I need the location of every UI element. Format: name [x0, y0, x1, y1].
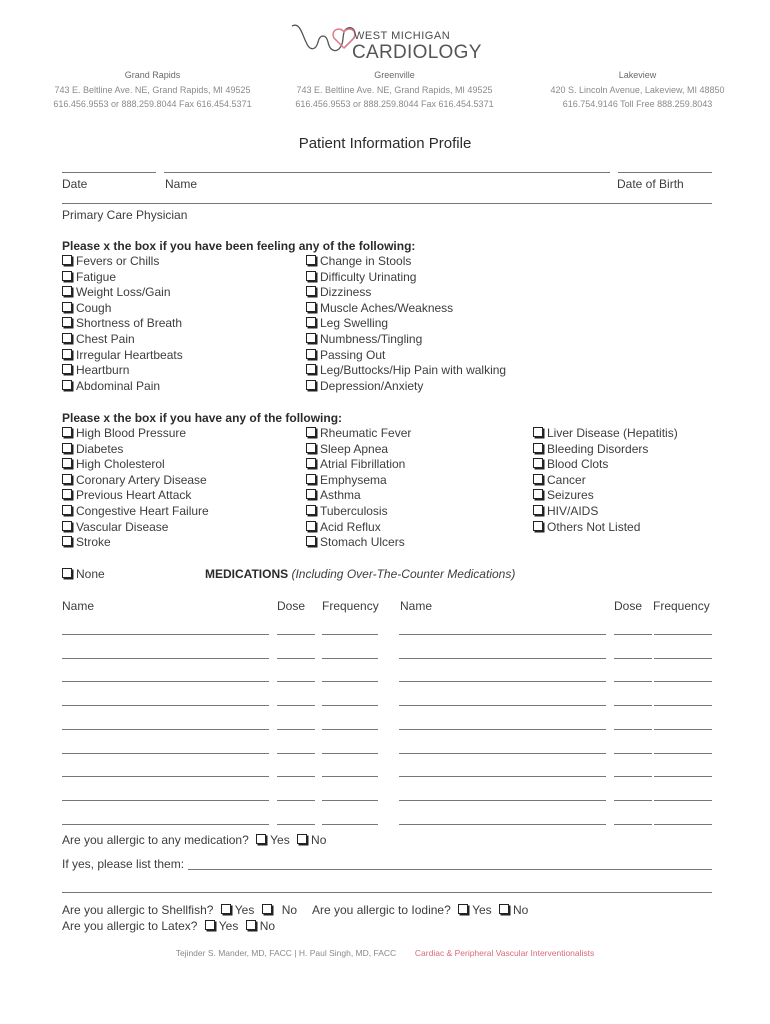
office-name: Grand Rapids	[124, 70, 181, 80]
med-frequency-field[interactable]	[322, 705, 378, 706]
med-col-name-2: Name	[400, 599, 433, 613]
checkbox[interactable]	[306, 536, 316, 546]
med-frequency-field[interactable]	[322, 681, 378, 682]
checkbox[interactable]	[62, 443, 72, 453]
med-frequency-field[interactable]	[322, 800, 378, 801]
checkbox-item[interactable]: Emphysema	[306, 473, 411, 489]
checkbox[interactable]	[306, 489, 316, 499]
med-frequency-field[interactable]	[654, 681, 712, 682]
checkbox-item[interactable]: Numbness/Tingling	[306, 332, 506, 348]
allergy-latex-row: Are you allergic to Latex? Yes No	[62, 919, 276, 933]
office-address: 743 E. Beltline Ave. NE, Grand Rapids, MI 49525	[296, 84, 493, 95]
med-dose-field[interactable]	[614, 658, 652, 659]
checkbox[interactable]	[306, 302, 316, 312]
checkbox[interactable]	[306, 458, 316, 468]
logo-line1: WEST MICHIGAN	[354, 30, 451, 42]
dob-field[interactable]	[618, 172, 712, 173]
checkbox-item[interactable]: Acid Reflux	[306, 520, 411, 536]
medications-heading: MEDICATIONS (Including Over-The-Counter Medications)	[205, 567, 516, 581]
checkbox[interactable]	[306, 255, 316, 265]
med-dose-field[interactable]	[614, 729, 652, 730]
med-frequency-field[interactable]	[654, 658, 712, 659]
checkbox-item[interactable]: Vascular Disease	[62, 520, 209, 536]
checkbox[interactable]	[306, 364, 316, 374]
checkbox[interactable]	[306, 349, 316, 359]
allergy-list-field-2[interactable]	[62, 892, 712, 893]
checkbox[interactable]	[533, 489, 543, 499]
symptoms-col2	[306, 254, 506, 394]
office-name: Lakeview	[618, 70, 657, 80]
footer-doctors: Tejinder S. Mander, MD, FACC | H. Paul Singh, MD, FACC	[175, 948, 397, 958]
office-phone: 616.456.9553 or 888.259.8044 Fax 616.454.5371	[295, 99, 494, 109]
checkbox-item[interactable]: Diabetes	[62, 442, 209, 458]
checkbox[interactable]	[256, 834, 266, 844]
allergy-iodine-row: Are you allergic to Iodine? Yes No	[312, 903, 529, 917]
checkbox-item[interactable]: Leg Swelling	[306, 316, 506, 332]
med-name-field[interactable]	[62, 776, 269, 777]
checkbox-item[interactable]: Previous Heart Attack	[62, 488, 209, 504]
med-name-field[interactable]	[62, 705, 269, 706]
checkbox[interactable]	[533, 458, 543, 468]
med-frequency-field[interactable]	[322, 658, 378, 659]
checkbox[interactable]	[297, 834, 307, 844]
checkbox[interactable]	[262, 904, 272, 914]
checkbox[interactable]	[306, 521, 316, 531]
checkbox[interactable]	[221, 904, 231, 914]
checkbox-item[interactable]: Dizziness	[306, 285, 506, 301]
med-dose-field[interactable]	[277, 658, 315, 659]
checkbox-item[interactable]: Weight Loss/Gain	[62, 285, 183, 301]
office-address: 743 E. Beltline Ave. NE, Grand Rapids, MI 49525	[54, 84, 251, 95]
med-frequency-field[interactable]	[654, 776, 712, 777]
checkbox-item[interactable]: Sleep Apnea	[306, 442, 411, 458]
allergy-list-field[interactable]	[188, 869, 712, 870]
med-dose-field[interactable]	[277, 729, 315, 730]
med-dose-field[interactable]	[614, 705, 652, 706]
med-frequency-field[interactable]	[322, 776, 378, 777]
checkbox-item[interactable]: Heartburn	[62, 363, 183, 379]
med-frequency-field[interactable]	[654, 824, 712, 825]
checkbox[interactable]	[306, 443, 316, 453]
med-name-field[interactable]	[399, 776, 606, 777]
checkbox[interactable]	[306, 505, 316, 515]
med-dose-field[interactable]	[614, 776, 652, 777]
med-dose-field[interactable]	[614, 753, 652, 754]
checkbox[interactable]	[62, 568, 72, 578]
med-name-field[interactable]	[62, 634, 269, 635]
checkbox[interactable]	[62, 458, 72, 468]
checkbox[interactable]	[533, 521, 543, 531]
med-name-field[interactable]	[399, 753, 606, 754]
checkbox[interactable]	[62, 317, 72, 327]
checkbox-item[interactable]: Congestive Heart Failure	[62, 504, 209, 520]
conditions-heading: Please x the box if you have any of the following:	[62, 411, 343, 425]
allergy-shellfish-row: Are you allergic to Shellfish? Yes No	[62, 903, 298, 917]
med-col-frequency-2: Frequency	[653, 599, 710, 613]
checkbox[interactable]	[533, 474, 543, 484]
conditions-col1	[62, 426, 209, 551]
checkbox-item[interactable]: Stroke	[62, 535, 209, 551]
checkbox[interactable]	[533, 505, 543, 515]
med-frequency-field[interactable]	[322, 824, 378, 825]
med-name-field[interactable]	[62, 658, 269, 659]
med-name-field[interactable]	[399, 824, 606, 825]
med-dose-field[interactable]	[277, 634, 315, 635]
checkbox[interactable]	[306, 286, 316, 296]
conditions-col3	[533, 426, 678, 535]
checkbox-item[interactable]: Depression/Anxiety	[306, 379, 506, 395]
checkbox-item[interactable]: Muscle Aches/Weakness	[306, 301, 506, 317]
checkbox-item[interactable]: Difficulty Urinating	[306, 270, 506, 286]
checkbox[interactable]	[62, 474, 72, 484]
med-dose-field[interactable]	[277, 681, 315, 682]
checkbox[interactable]	[306, 317, 316, 327]
checkbox[interactable]	[62, 333, 72, 343]
med-col-dose: Dose	[277, 599, 306, 613]
date-field[interactable]	[62, 172, 156, 173]
med-dose-field[interactable]	[277, 824, 315, 825]
name-label: Name	[165, 177, 198, 191]
office-greenville	[282, 68, 507, 112]
checkbox[interactable]	[62, 489, 72, 499]
name-field[interactable]	[164, 172, 610, 173]
conditions-col2	[306, 426, 411, 551]
symptoms-heading: Please x the box if you have been feeling any of the following:	[62, 239, 416, 253]
checkbox[interactable]	[62, 302, 72, 312]
checkbox-item[interactable]: Rheumatic Fever	[306, 426, 411, 442]
checkbox[interactable]	[62, 521, 72, 531]
office-grand-rapids	[40, 68, 265, 112]
checkbox[interactable]	[306, 474, 316, 484]
office-phone: 616.456.9553 or 888.259.8044 Fax 616.454.5371	[53, 99, 252, 109]
checkbox-item[interactable]: Abdominal Pain	[62, 379, 183, 395]
symptoms-col1	[62, 254, 183, 394]
checkbox-item[interactable]: Bleeding Disorders	[533, 442, 678, 458]
checkbox-item[interactable]: Fatigue	[62, 270, 183, 286]
med-dose-field[interactable]	[614, 634, 652, 635]
med-dose-field[interactable]	[277, 800, 315, 801]
checkbox-item[interactable]: Liver Disease (Hepatitis)	[533, 426, 678, 442]
checkbox[interactable]	[306, 333, 316, 343]
med-frequency-field[interactable]	[654, 800, 712, 801]
med-dose-field[interactable]	[614, 824, 652, 825]
med-name-field[interactable]	[399, 634, 606, 635]
checkbox[interactable]	[62, 255, 72, 265]
med-name-field[interactable]	[62, 824, 269, 825]
checkbox[interactable]	[62, 380, 72, 390]
checkbox[interactable]	[533, 427, 543, 437]
checkbox[interactable]	[62, 349, 72, 359]
med-frequency-field[interactable]	[322, 729, 378, 730]
office-phone: 616.754.9146 Toll Free 888.259.8043	[562, 99, 713, 109]
checkbox-item[interactable]: HIV/AIDS	[533, 504, 678, 520]
checkbox-item[interactable]: Asthma	[306, 488, 411, 504]
checkbox[interactable]	[62, 364, 72, 374]
allergy-medication-row: Are you allergic to any medication? Yes No	[62, 833, 327, 847]
checkbox-item[interactable]: Chest Pain	[62, 332, 183, 348]
med-dose-field[interactable]	[277, 705, 315, 706]
checkbox-item[interactable]: Passing Out	[306, 348, 506, 364]
med-dose-field[interactable]	[277, 753, 315, 754]
checkbox-item[interactable]: Coronary Artery Disease	[62, 473, 209, 489]
med-name-field[interactable]	[399, 681, 606, 682]
checkbox-item[interactable]: Stomach Ulcers	[306, 535, 411, 551]
office-address: 420 S. Lincoln Avenue, Lakeview, MI 48850	[550, 84, 725, 95]
checkbox[interactable]	[62, 427, 72, 437]
med-name-field[interactable]	[62, 681, 269, 682]
footer	[0, 948, 770, 958]
checkbox-item[interactable]: High Blood Pressure	[62, 426, 209, 442]
checkbox-item[interactable]: Change in Stools	[306, 254, 506, 270]
allergy-list-label: If yes, please list them:	[62, 857, 185, 871]
med-name-field[interactable]	[62, 800, 269, 801]
checkbox[interactable]	[205, 920, 215, 930]
date-label: Date	[62, 177, 88, 191]
checkbox-item[interactable]: High Cholesterol	[62, 457, 209, 473]
dob-label: Date of Birth	[617, 177, 684, 191]
logo-line2: CARDIOLOGY	[352, 42, 482, 63]
med-name-field[interactable]	[399, 800, 606, 801]
med-name-field[interactable]	[62, 729, 269, 730]
checkbox[interactable]	[306, 380, 316, 390]
pcp-field[interactable]	[62, 203, 712, 204]
med-name-field[interactable]	[399, 705, 606, 706]
checkbox-item[interactable]: Atrial Fibrillation	[306, 457, 411, 473]
checkbox[interactable]	[246, 920, 256, 930]
page-title: Patient Information Profile	[298, 135, 472, 152]
checkbox-item[interactable]: Irregular Heartbeats	[62, 348, 183, 364]
checkbox-item[interactable]: Others Not Listed	[533, 520, 678, 536]
checkbox-item[interactable]: Tuberculosis	[306, 504, 411, 520]
med-frequency-field[interactable]	[322, 634, 378, 635]
med-dose-field[interactable]	[614, 800, 652, 801]
checkbox-item[interactable]: Blood Clots	[533, 457, 678, 473]
med-dose-field[interactable]	[277, 776, 315, 777]
office-name: Greenville	[374, 70, 415, 80]
checkbox-item[interactable]: Leg/Buttocks/Hip Pain with walking	[306, 363, 506, 379]
checkbox[interactable]	[62, 505, 72, 515]
none-checkbox-item[interactable]: None	[62, 567, 105, 583]
med-name-field[interactable]	[62, 753, 269, 754]
med-col-name: Name	[62, 599, 95, 613]
checkbox-item[interactable]: Cancer	[533, 473, 678, 489]
checkbox-item[interactable]: Cough	[62, 301, 183, 317]
med-dose-field[interactable]	[614, 681, 652, 682]
med-name-field[interactable]	[399, 729, 606, 730]
checkbox[interactable]	[306, 427, 316, 437]
checkbox[interactable]	[533, 443, 543, 453]
pcp-label: Primary Care Physician	[62, 208, 188, 222]
checkbox[interactable]	[458, 904, 468, 914]
checkbox[interactable]	[62, 271, 72, 281]
med-frequency-field[interactable]	[654, 705, 712, 706]
med-col-dose-2: Dose	[614, 599, 643, 613]
office-lakeview	[525, 68, 750, 112]
med-frequency-field[interactable]	[654, 634, 712, 635]
med-frequency-field[interactable]	[654, 729, 712, 730]
med-frequency-field[interactable]	[322, 753, 378, 754]
checkbox-item[interactable]: Fevers or Chills	[62, 254, 183, 270]
checkbox-item[interactable]: Seizures	[533, 488, 678, 504]
checkbox-item[interactable]: Shortness of Breath	[62, 316, 183, 332]
footer-tagline: Cardiac & Peripheral Vascular Interventionalists	[414, 948, 595, 958]
med-col-frequency: Frequency	[322, 599, 379, 613]
med-frequency-field[interactable]	[654, 753, 712, 754]
med-name-field[interactable]	[399, 658, 606, 659]
checkbox[interactable]	[499, 904, 509, 914]
checkbox[interactable]	[62, 536, 72, 546]
checkbox[interactable]	[306, 271, 316, 281]
checkbox[interactable]	[62, 286, 72, 296]
